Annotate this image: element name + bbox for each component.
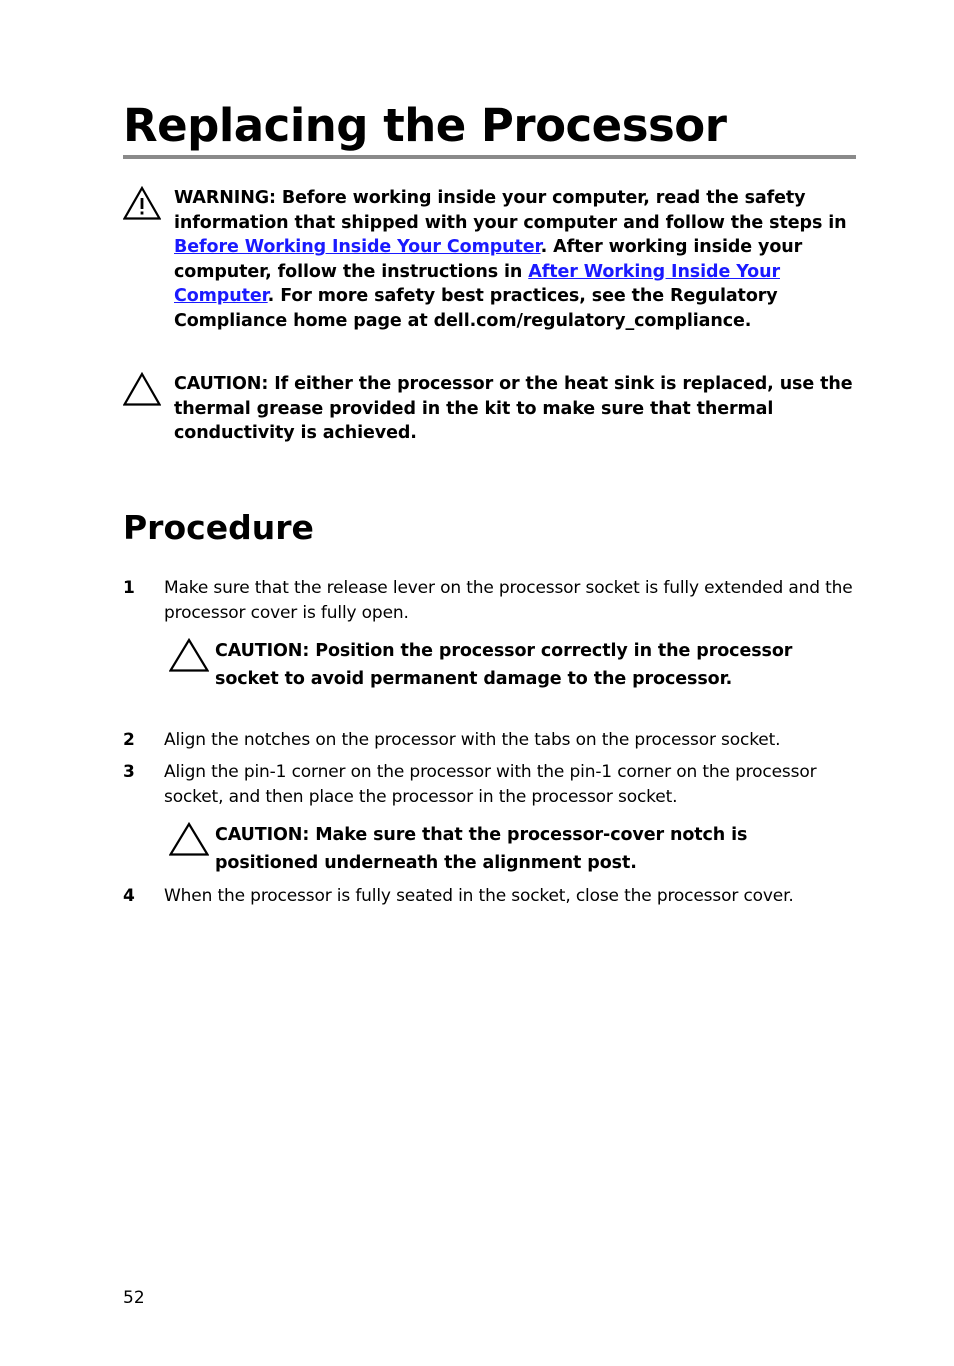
procedure-heading: Procedure: [123, 508, 314, 547]
title-rule: [123, 155, 856, 159]
step-number: 2: [123, 730, 135, 750]
procedure-step-1: [123, 576, 856, 626]
caution-triangle-icon: [123, 372, 161, 406]
step-number: 1: [123, 578, 135, 598]
procedure-step-3: [123, 760, 856, 810]
step-number: 4: [123, 886, 135, 906]
step-1-caution: [169, 638, 856, 722]
warning-notice: [123, 186, 856, 358]
warning-text-part3: . For more safety best practices, see the Regulatory Compliance home page at dell.com/regulatory_compliance.: [174, 286, 778, 331]
procedure-step-2: [123, 728, 856, 754]
step-1-caution-text: CAUTION: Position the processor correctly in the processor socket to avoid permanent damage to the processor.: [215, 641, 793, 689]
after-working-link[interactable]: After Working Inside Your Computer: [174, 261, 780, 307]
step-text: When the processor is fully seated in the socket, close the processor cover.: [164, 886, 794, 906]
step-text: Align the notches on the processor with the tabs on the processor socket.: [164, 730, 781, 750]
warning-text-part1: WARNING: Before working inside your computer, read the safety information that shipped with your computer and follow the steps in: [174, 188, 847, 233]
step-3-caution: [169, 822, 856, 878]
step-number: 3: [123, 762, 135, 782]
caution-triangle-icon: [169, 638, 209, 672]
caution-notice: [123, 372, 856, 452]
step-text: Align the pin-1 corner on the processor with the pin-1 corner on the processor socket, and then place the processor in the processor socket.: [164, 762, 817, 807]
page-number: 52: [123, 1288, 145, 1308]
step-3-caution-text: CAUTION: Make sure that the processor-cover notch is positioned underneath the alignment post.: [215, 825, 748, 873]
warning-text: [174, 186, 856, 334]
warning-text-part2: . After working inside your computer, follow the instructions in: [174, 237, 803, 282]
caution-text: CAUTION: If either the processor or the heat sink is replaced, use the thermal grease provided in the kit to make sure that thermal conductivity is achieved.: [174, 374, 853, 444]
caution-triangle-icon: [169, 822, 209, 856]
page-title: Replacing the Processor: [123, 99, 727, 152]
before-working-link[interactable]: Before Working Inside Your Computer: [174, 237, 541, 258]
warning-triangle-icon: [123, 186, 161, 220]
step-text: Make sure that the release lever on the processor socket is fully extended and the processor cover is fully open.: [164, 578, 853, 623]
procedure-step-4: [123, 884, 856, 910]
